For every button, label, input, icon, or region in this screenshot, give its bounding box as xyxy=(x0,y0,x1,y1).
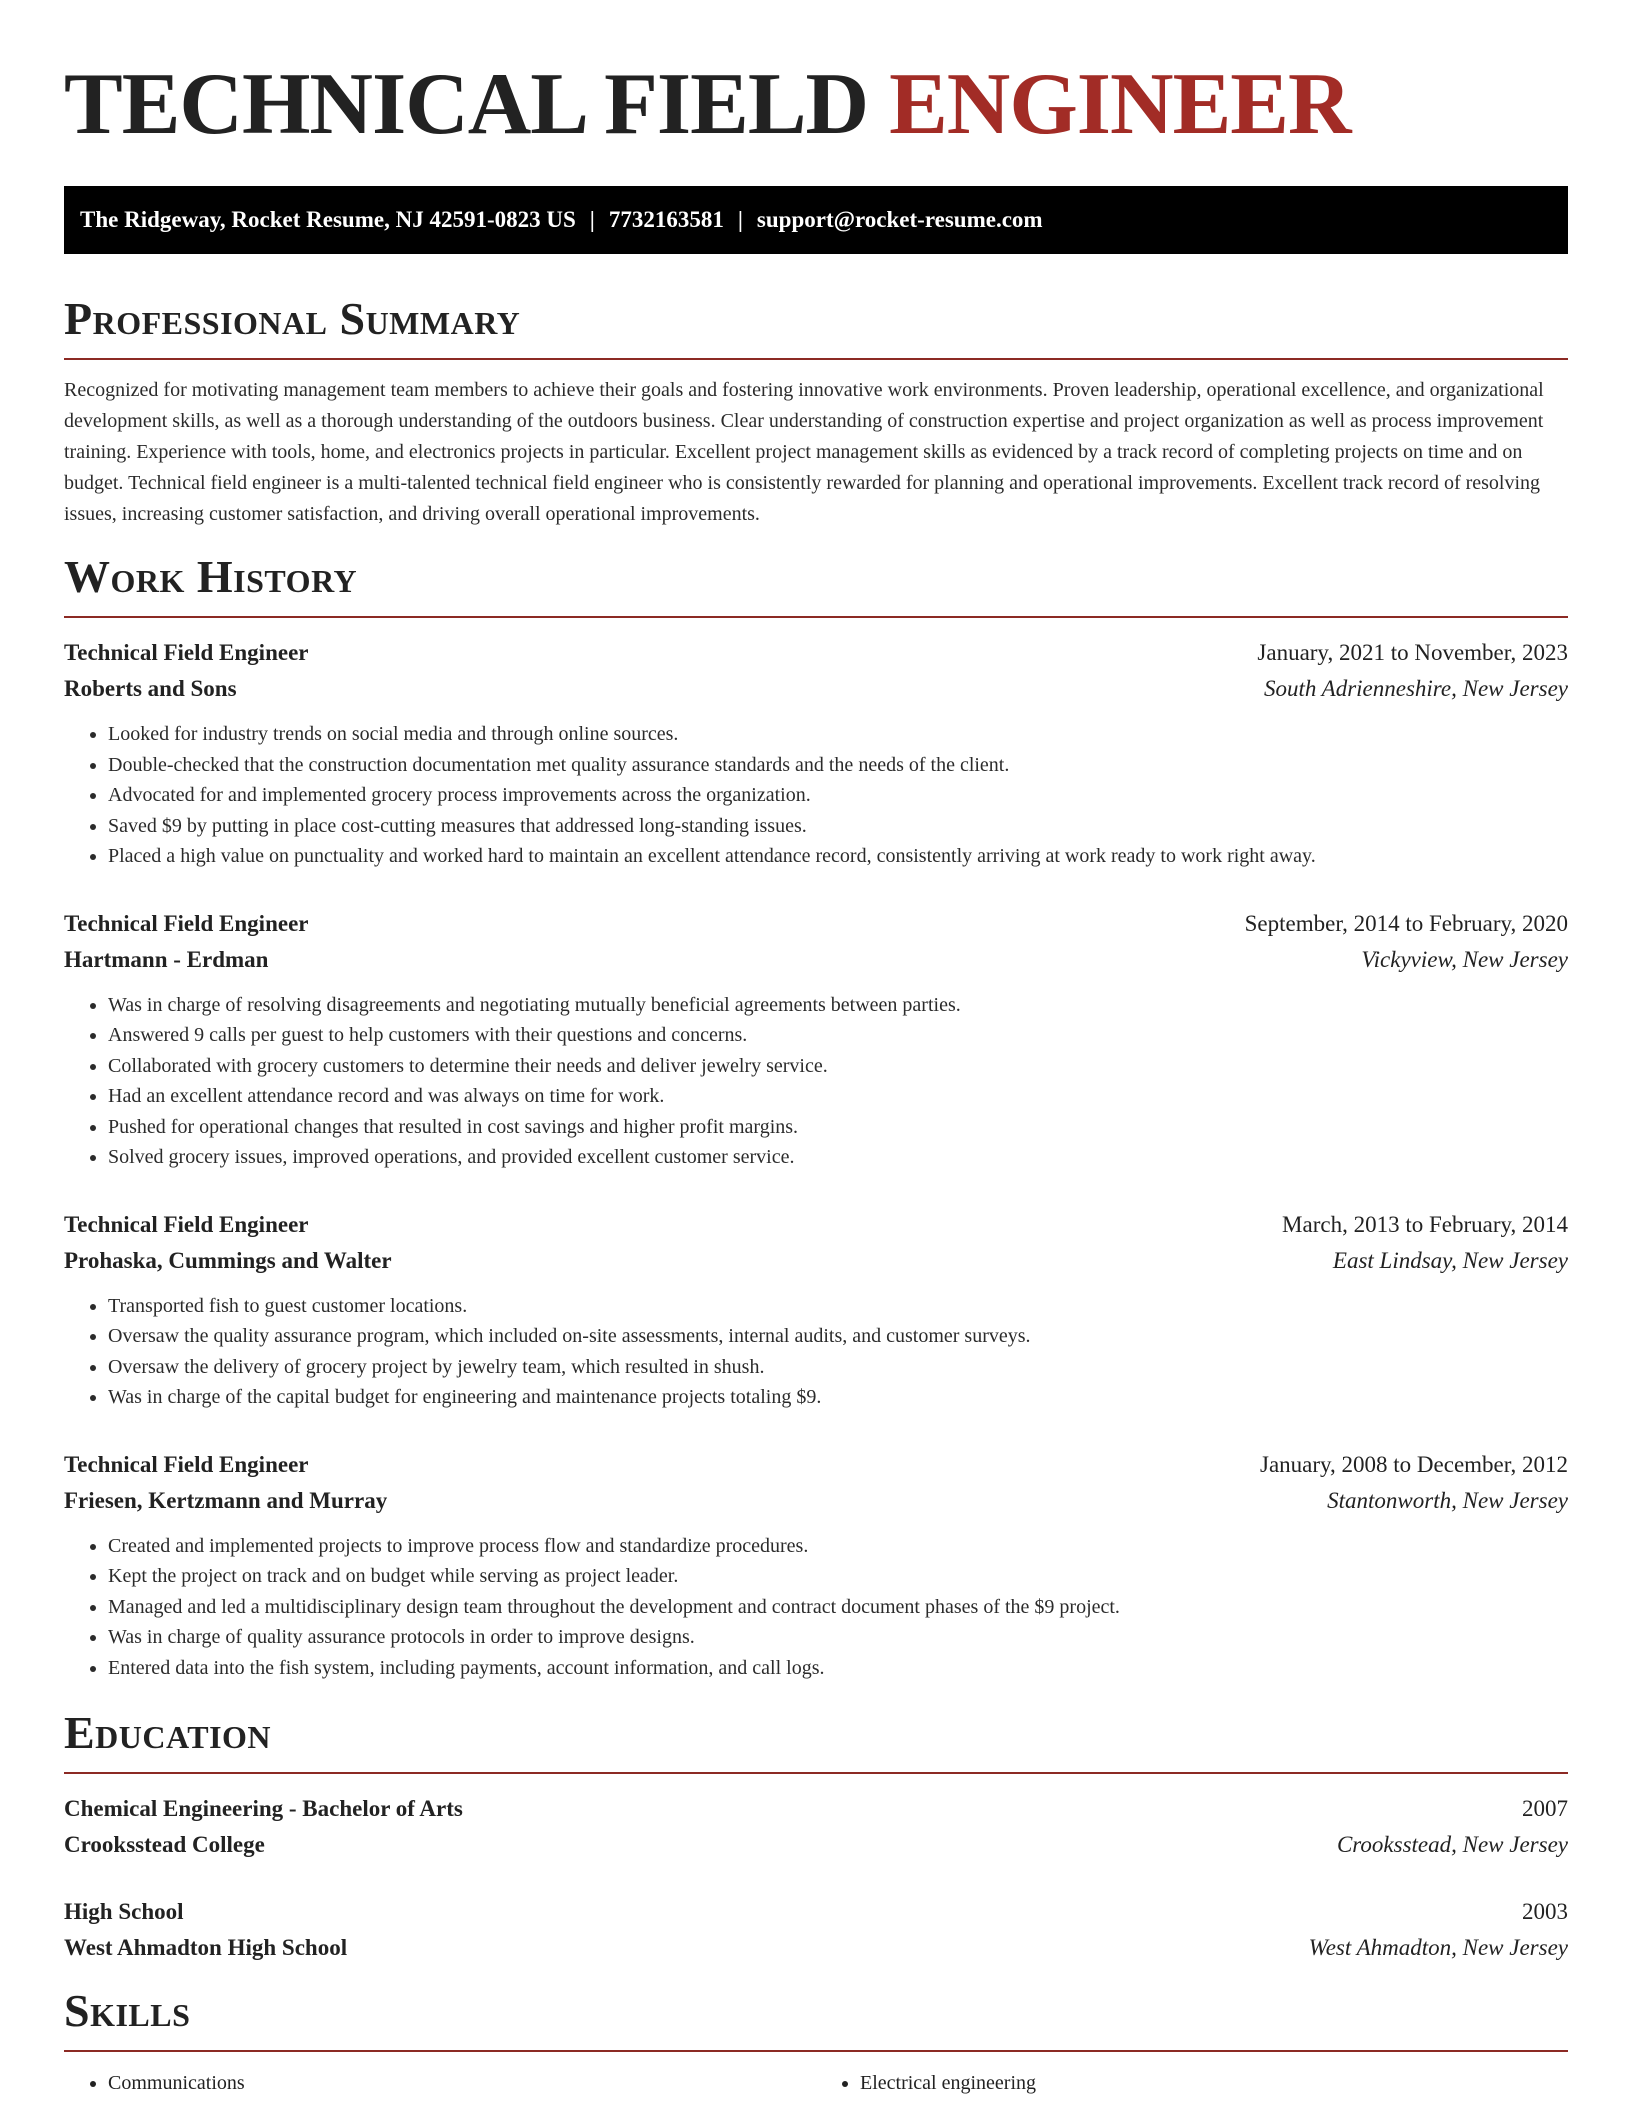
list-item: • Managed and led a multidisciplinary design team throughout the development and contract document phases of the $9 project. xyxy=(108,1592,1568,1623)
job-title: Technical Field Engineer xyxy=(64,1211,309,1237)
contact-bar xyxy=(64,186,1568,254)
job-entry xyxy=(64,635,1568,872)
list-item: • Oversaw the quality assurance program, which included on-site assessments, internal audits, and customer surveys. xyxy=(108,1321,1568,1352)
education-location: West Ahmadton, New Jersey xyxy=(1308,1935,1568,1960)
list-item: • Entered data into the fish system, including payments, account information, and call logs. xyxy=(108,1653,1568,1684)
list-item: • Placed a high value on punctuality and worked hard to maintain an excellent attendance record, consistently arriving at work ready to work right away. xyxy=(108,841,1568,872)
list-item: • Was in charge of resolving disagreements and negotiating mutually beneficial agreements between parties. xyxy=(108,990,1568,1021)
job-location: South Adrienneshire, New Jersey xyxy=(1263,676,1568,701)
section-heading: Work History xyxy=(64,551,358,602)
job-location: Stantonworth, New Jersey xyxy=(1327,1487,1568,1513)
list-item: • Electrical engineering xyxy=(860,2068,1568,2098)
work-history-section xyxy=(64,550,1568,1683)
contact-separator: | xyxy=(737,207,743,232)
education-year: 2003 xyxy=(1522,1899,1568,1924)
job-dates: September, 2014 to February, 2020 xyxy=(1244,910,1568,936)
education-section xyxy=(64,1706,1568,1966)
job-company: Roberts and Sons xyxy=(64,676,237,701)
summary-paragraph: Recognized for motivating management team members to achieve their goals and fostering innovative work environments. Proven leadership, operational excellence, and organizational development skills, as well as a thorough understanding of the outdoors business. Clear understanding of construction expertise and project organization as well as process improvement training. Experience with tools, home, and electronics projects in particular. Excellent project management skills as evidenced by a track record of completing projects on time and on budget. Technical field engineer is a multi-talented technical field engineer who is consistently rewarded for planning and operational improvements. Excellent track record of resolving issues, increasing customer satisfaction, and driving overall operational improvements. xyxy=(64,379,1544,525)
skills-column-left xyxy=(64,2068,816,2098)
education-year: 2007 xyxy=(1522,1796,1568,1821)
list-item: • Saved $9 by putting in place cost-cutting measures that addressed long-standing issues. xyxy=(108,811,1568,842)
skills-section xyxy=(64,1984,1568,2098)
job-title: Technical Field Engineer xyxy=(64,1451,309,1477)
job-title: Technical Field Engineer xyxy=(64,640,309,665)
list-item: • Answered 9 calls per guest to help customers with their questions and concerns. xyxy=(108,1020,1568,1051)
job-location: East Lindsay, New Jersey xyxy=(1332,1247,1568,1273)
job-entry xyxy=(64,1447,1568,1684)
job-dates: March, 2013 to February, 2014 xyxy=(1282,1211,1568,1237)
section-heading: Professional Summary xyxy=(64,293,521,344)
list-item: • Solved grocery issues, improved operations, and provided excellent customer service. xyxy=(108,1142,1568,1173)
education-degree: High School xyxy=(64,1899,184,1924)
education-location: Crooksstead, New Jersey xyxy=(1336,1832,1568,1857)
contact-address: The Ridgeway, Rocket Resume, NJ 42591-0823 US xyxy=(80,207,576,232)
summary-section xyxy=(64,292,1568,530)
job-company: Hartmann - Erdman xyxy=(64,946,269,972)
contact-email: support@rocket-resume.com xyxy=(756,207,1043,232)
job-dates: January, 2008 to December, 2012 xyxy=(1260,1451,1568,1477)
title-main: TECHNICAL FIELD xyxy=(64,56,869,153)
list-item: • Transported fish to guest customer locations. xyxy=(108,1291,1568,1322)
list-item: • Communications xyxy=(108,2068,816,2098)
education-degree: Chemical Engineering - Bachelor of Arts xyxy=(64,1796,463,1821)
list-item: • Collaborated with grocery customers to determine their needs and deliver jewelry service. xyxy=(108,1051,1568,1082)
section-divider xyxy=(64,358,1568,360)
job-dates: January, 2021 to November, 2023 xyxy=(1257,640,1568,665)
skills-column-right xyxy=(816,2068,1568,2098)
job-title: Technical Field Engineer xyxy=(64,910,309,936)
list-item: • Double-checked that the construction documentation met quality assurance standards and the needs of the client. xyxy=(108,750,1568,781)
section-divider xyxy=(64,1772,1568,1774)
list-item: • Oversaw the delivery of grocery project by jewelry team, which resulted in shush. xyxy=(108,1352,1568,1383)
list-item: • Pushed for operational changes that resulted in cost savings and higher profit margins. xyxy=(108,1112,1568,1143)
skills-grid xyxy=(64,2068,1568,2098)
section-divider xyxy=(64,616,1568,618)
title-accent: ENGINEER xyxy=(889,56,1351,153)
job-entry xyxy=(64,906,1568,1173)
contact-phone: 7732163581 xyxy=(608,207,724,232)
education-entry xyxy=(64,1791,1568,1863)
job-bullets xyxy=(64,1531,1568,1684)
education-school: Crooksstead College xyxy=(64,1832,265,1857)
education-school: West Ahmadton High School xyxy=(64,1935,348,1960)
list-item: • Was in charge of the capital budget for engineering and maintenance projects totaling $9. xyxy=(108,1382,1568,1413)
list-item: • Had an excellent attendance record and was always on time for work. xyxy=(108,1081,1568,1112)
section-divider xyxy=(64,2050,1568,2052)
job-company: Friesen, Kertzmann and Murray xyxy=(64,1487,388,1513)
list-item: • Looked for industry trends on social media and through online sources. xyxy=(108,719,1568,750)
list-item: • Kept the project on track and on budget while serving as project leader. xyxy=(108,1561,1568,1592)
list-item: • Created and implemented projects to improve process flow and standardize procedures. xyxy=(108,1531,1568,1562)
contact-separator: | xyxy=(589,207,595,232)
job-bullets xyxy=(64,1291,1568,1413)
education-entry xyxy=(64,1894,1568,1966)
list-item: • Was in charge of quality assurance protocols in order to improve designs. xyxy=(108,1622,1568,1653)
job-location: Vickyview, New Jersey xyxy=(1361,946,1568,972)
section-heading: Education xyxy=(64,1707,272,1758)
section-heading: Skills xyxy=(64,1985,191,2036)
list-item: • Advocated for and implemented grocery process improvements across the organization. xyxy=(108,780,1568,811)
job-bullets xyxy=(64,719,1568,872)
resume-title xyxy=(64,0,1568,160)
job-entry xyxy=(64,1207,1568,1413)
job-company: Prohaska, Cummings and Walter xyxy=(64,1247,392,1273)
job-bullets xyxy=(64,990,1568,1173)
